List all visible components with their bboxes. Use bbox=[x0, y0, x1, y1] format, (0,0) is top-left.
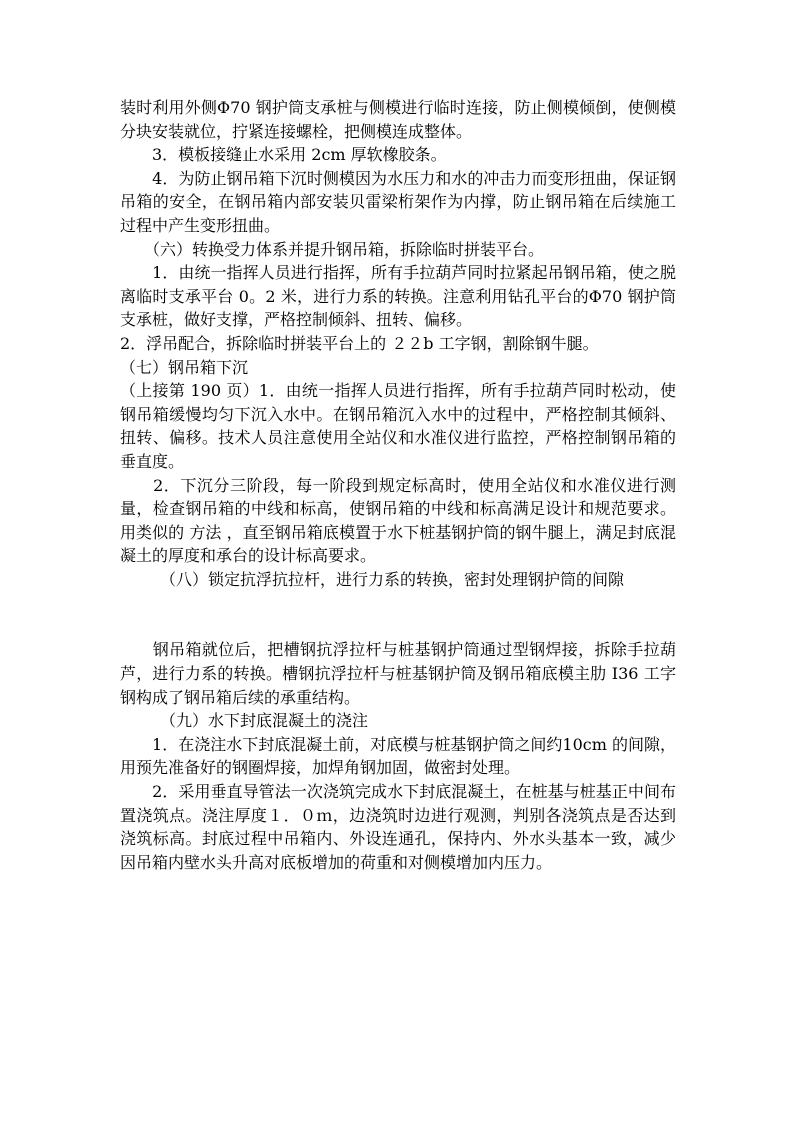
paragraph-tremie-pour: 2．采用垂直导管法一次浇筑完成水下封底混凝土，在桩基与桩基正中间布置浇筑点。浇注厚度１．０ｍ，边浇筑时边进行观测，判别各浇筑点是否达到浇筑标高。封底过程中吊箱内、外设连通孔，保持内、外水头基本一致，减少因吊箱内壁水头升高对底板增加的荷重和对侧模增加内压力。 bbox=[120, 782, 676, 872]
section-heading-8: （八）锁定抗浮抗拉杆，进行力系的转换，密封处理钢护筒的间隙 bbox=[120, 569, 625, 589]
section-heading-6: （六）转换受力体系并提升钢吊箱，拆除临时拼装平台。 bbox=[120, 239, 545, 259]
paragraph-anti-float-rod: 钢吊箱就位后，把槽钢抗浮拉杆与桩基钢护筒通过型钢焊接，拆除手拉葫芦，进行力系的转换。槽钢抗浮拉杆与桩基钢护筒及钢吊箱底模主肋 I36 工字钢构成了钢吊箱后续的承重结构。 bbox=[120, 640, 676, 707]
paragraph-internal-brace: 4．为防止钢吊箱下沉时侧模因为水压力和水的冲击力而变形扭曲，保证钢吊箱的安全，在钢吊箱内部安装贝雷梁桁架作为内撑，防止钢吊箱在后续施工过程中产生变形扭曲。 bbox=[120, 168, 676, 235]
document-body bbox=[120, 96, 676, 874]
paragraph-sinking-step-1: （上接第 190 页）1．由统一指挥人员进行指挥，所有手拉葫芦同时松动，使钢吊箱缓慢均匀下沉入水中。在钢吊箱沉入水中的过程中，严格控制其倾斜、扭转、偏移。技术人员注意使用全站仪和水准仪进行监控，严格控制钢吊箱的垂直度。 bbox=[120, 381, 676, 471]
section-heading-7: （七）钢吊箱下沉 bbox=[120, 357, 249, 377]
paragraph-lifting-conversion: 1．由统一指挥人员进行指挥，所有手拉葫芦同时拉紧起吊钢吊箱，使之脱离临时支承平台 0。2 米，进行力系的转换。注意利用钻孔平台的Φ70 钢护筒支承桩，做好支撑，严格控制倾斜、扭转、偏移。 bbox=[120, 263, 676, 330]
paragraph-remove-platform: 2．浮吊配合，拆除临时拼装平台上的 ２２b 工字钢，割除钢牛腿。 bbox=[120, 333, 599, 353]
section-heading-9: （九）水下封底混凝土的浇注 bbox=[120, 711, 369, 731]
paragraph-side-mold-connection: 装时利用外侧Φ70 钢护筒支承桩与侧模进行临时连接，防止侧模倾倒，使侧模分块安装就位，拧紧连接螺栓，把侧模连成整体。 bbox=[120, 98, 676, 141]
paragraph-sinking-step-2: 2．下沉分三阶段，每一阶段到规定标高时，使用全站仪和水准仪进行测量，检查钢吊箱的中线和标高，使钢吊箱的中线和标高满足设计和规范要求。用类似的 方法 ，直至钢吊箱底模置于水下桩基钢护筒的钢牛腿上，满足封底混凝土的厚度和承台的设计标高要求。 bbox=[120, 475, 676, 566]
paragraph-joint-waterproof: 3．模板接缝止水采用 2cm 厚软橡胶条。 bbox=[120, 145, 447, 165]
blank-line bbox=[120, 591, 676, 638]
paragraph-seal-gap: 1．在浇注水下封底混凝土前，对底模与桩基钢护筒之间约10cm 的间隙，用预先准备好的钢圈焊接，加焊角钢加固，做密封处理。 bbox=[120, 734, 676, 778]
